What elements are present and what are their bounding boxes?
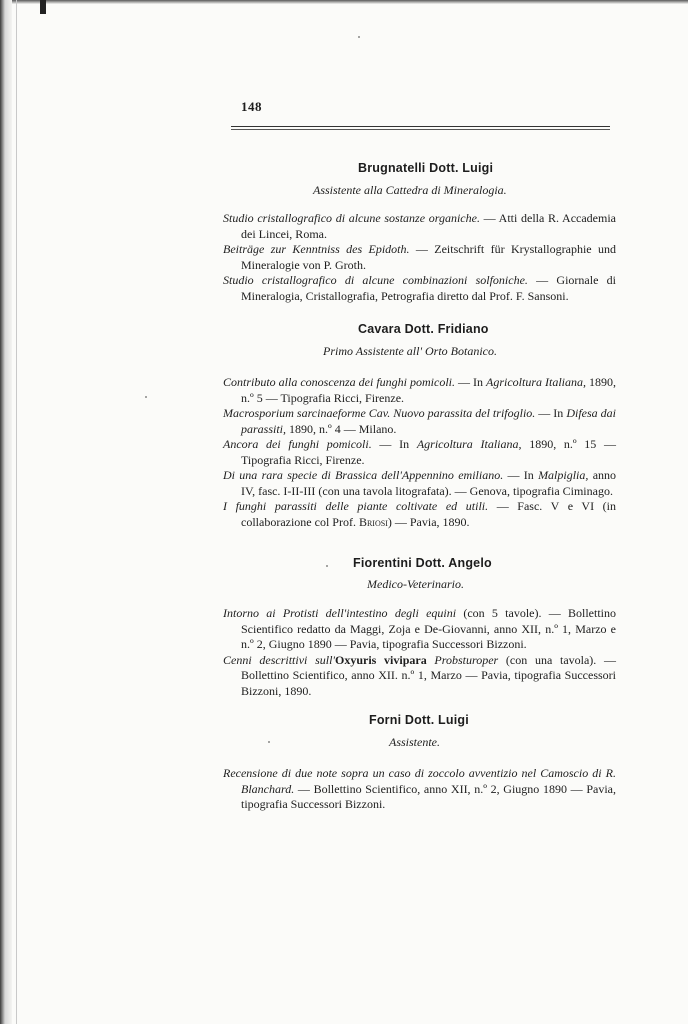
entry-title: Recensione di due note sopra un caso di zoccolo avventizio nel Camoscio di R. Blanchard. xyxy=(223,766,616,796)
bibliography-entry xyxy=(223,406,616,437)
bibliography-entry xyxy=(223,273,616,304)
entry-title: Ancora dei funghi pomicoli. xyxy=(223,437,372,451)
entry-species-author: Probsturoper xyxy=(426,652,499,667)
bibliography-list xyxy=(223,606,616,699)
entry-title: Beiträge zur Kenntniss des Epidoth. xyxy=(223,242,410,256)
bibliography-entry xyxy=(223,468,616,499)
section-role: Assistente alla Cattedra di Mineralogia. xyxy=(313,183,507,197)
section-author: Forni Dott. Luigi xyxy=(369,713,469,727)
entry-journal: Difesa dai parassiti, xyxy=(241,406,616,436)
entry-details: — Giornale di Mineralogia, Cristallografia, Petrografia diretto dal Prof. F. Sansoni. xyxy=(241,273,616,303)
bibliography-list xyxy=(223,766,616,813)
entry-title: Cenni descrittivi sull' xyxy=(223,652,335,667)
entry-details: — Bollettino Scientifico, anno XII, n.º 2, Giugno 1890 — Pavia, tipografia Successori Bizzoni. xyxy=(241,781,616,811)
bibliography-entry xyxy=(223,211,616,242)
entry-journal: Agricoltura Italiana, xyxy=(416,437,522,451)
bibliography-list xyxy=(223,375,616,530)
entry-journal: Agricoltura Italiana, xyxy=(486,375,587,389)
scan-speck xyxy=(268,741,270,743)
entry-details: (con una tavola). — Bollettino Scientifico, anno XII. n.º 1, Marzo — Pavia, tipografia Successori Bizzoni, 1890. xyxy=(241,652,617,698)
entry-coauthor: Briosi xyxy=(358,514,388,529)
section-role: Assistente. xyxy=(389,735,440,749)
bibliography-entry xyxy=(223,653,616,700)
section-author: Cavara Dott. Fridiano xyxy=(358,322,489,336)
entry-details: — Zeitschrift für Krystallographie und Mineralogie von P. Groth. xyxy=(241,242,616,272)
header-rule xyxy=(231,126,610,127)
entry-details: — Fasc. V e VI (in collaborazione col Prof. xyxy=(241,499,616,529)
entry-details: — In xyxy=(503,468,539,482)
section-role: Medico-Veterinario. xyxy=(367,577,464,591)
entry-details: 1890, n.º 4 — Milano. xyxy=(286,421,397,436)
bibliography-entry xyxy=(223,766,616,813)
entry-details: — In xyxy=(455,375,487,389)
entry-title: Contributo alla conoscenza dei funghi pomicoli. xyxy=(223,375,455,389)
entry-details: (con 5 tavole). — Bollettino Scientifico redatto da Maggi, Zoja e De-Giovanni, anno XII, n.º 1, Marzo e n.º 2, Giugno 1890 — Pavia, tipografia Successori Bizzoni. xyxy=(241,606,617,651)
section-author: Fiorentini Dott. Angelo xyxy=(353,556,492,570)
entry-details: — In xyxy=(371,437,417,451)
entry-title: Studio cristallografico di alcune combinazioni solfoniche. xyxy=(223,273,528,287)
entry-title: Studio cristallografico di alcune sostanze organiche. xyxy=(223,211,480,225)
scan-corner-mark xyxy=(40,0,46,14)
scan-speck xyxy=(145,396,147,398)
scan-edge-top xyxy=(0,0,688,4)
bibliography-entry xyxy=(223,242,616,273)
scan-speck xyxy=(358,36,360,38)
header-rule-lower xyxy=(231,129,610,130)
entry-title: Macrosporium sarcinaeforme Cav. Nuovo parassita del trifoglio. xyxy=(223,406,536,420)
section-role: Primo Assistente all' Orto Botanico. xyxy=(323,344,498,358)
entry-title: Intorno ai Protisti dell'intestino degli equini xyxy=(223,606,457,620)
entry-journal: Malpiglia, xyxy=(538,468,589,482)
bibliography-entry xyxy=(223,375,616,406)
scan-speck xyxy=(326,565,328,567)
page-number: 148 xyxy=(241,99,262,114)
entry-details: — Atti della R. Accademia dei Lincei, Roma. xyxy=(241,211,616,241)
entry-title: Di una rara specie di Brassica dell'Appennino emiliano. xyxy=(223,468,504,482)
section-author: Brugnatelli Dott. Luigi xyxy=(358,161,494,175)
bibliography-entry xyxy=(223,437,616,468)
entry-details: — In xyxy=(535,406,567,420)
bibliography-entry xyxy=(223,606,616,653)
entry-details: 1890, n.º 15 — Tipografia Ricci, Firenze. xyxy=(241,437,617,467)
bibliography-list xyxy=(223,211,616,304)
entry-details: anno IV, fasc. I-II-III (con una tavola litografata). — Genova, tipografia Ciminago. xyxy=(241,468,617,498)
scan-edge-line xyxy=(16,0,17,1024)
entry-details: 1890, n.º 5 — Tipografia Ricci, Firenze. xyxy=(241,375,617,405)
bibliography-entry xyxy=(223,499,616,530)
entry-title: I funghi parassiti delle piante coltivate ed utili. xyxy=(223,499,489,513)
entry-species: Oxyuris vivipara xyxy=(334,652,427,667)
entry-details: ) — Pavia, 1890. xyxy=(387,514,470,529)
scan-edge-left xyxy=(0,0,12,1024)
